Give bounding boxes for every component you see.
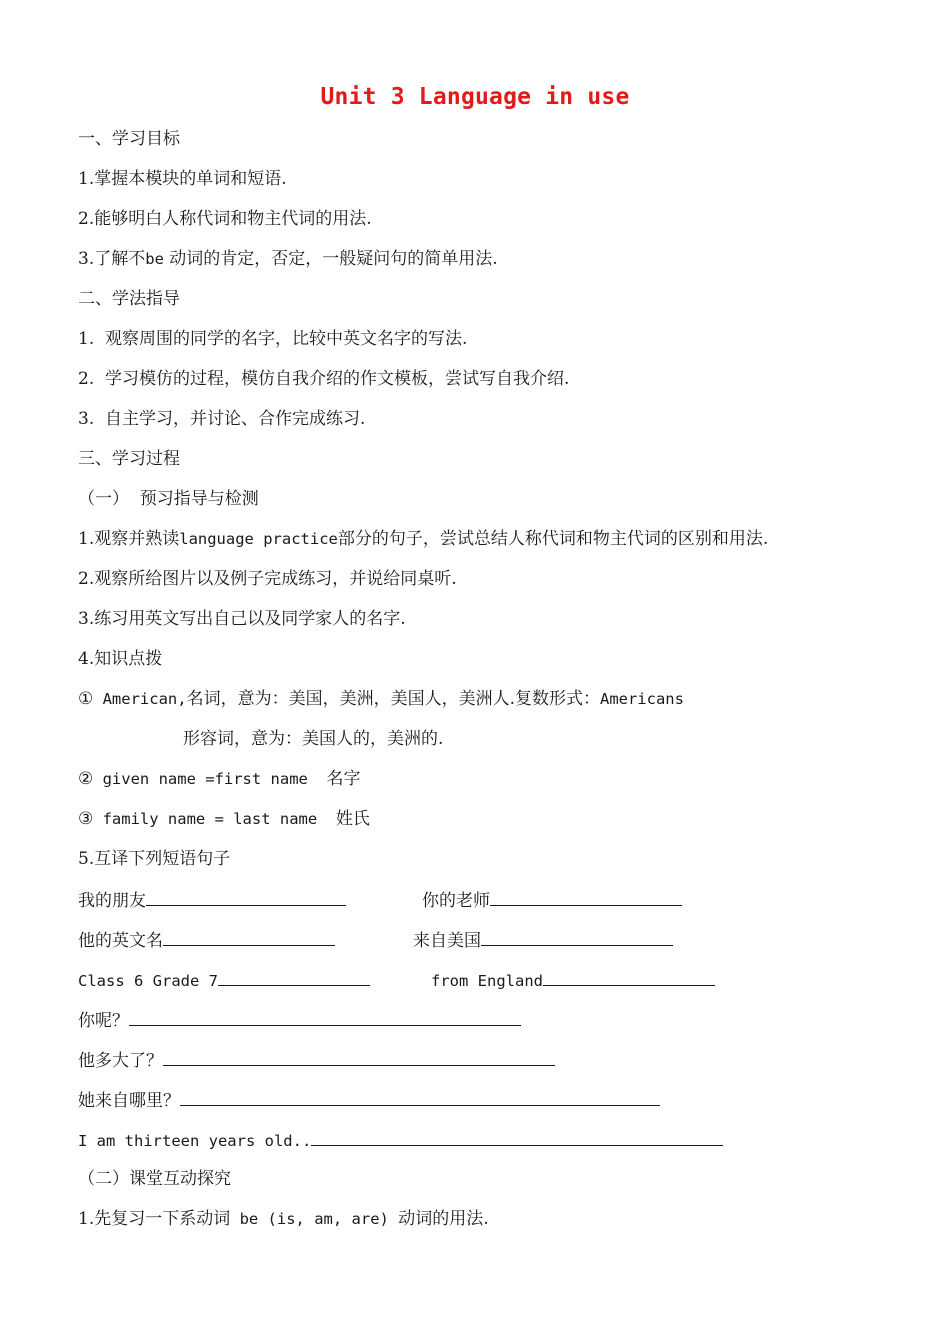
answer-blank[interactable] [146, 887, 346, 906]
knowledge-2-cn: 名字 [326, 769, 361, 789]
answer-blank[interactable] [481, 927, 673, 946]
circled-2: ② [78, 769, 94, 789]
answer-blank[interactable] [163, 1047, 555, 1066]
translate-thirteen [78, 1127, 723, 1153]
sub1-heading: （一） 预习指导与检测 [78, 489, 259, 509]
preview-item-1-a: 1.观察并熟读 [78, 529, 180, 549]
translate-from-america [413, 927, 673, 953]
goal-3-be: be [145, 250, 164, 268]
knowledge-3-en: family name = last name [93, 810, 336, 828]
method-2: 2. 学习模仿的过程，模仿自我介绍的作文模板，尝试写自我介绍. [78, 369, 570, 389]
page-title: Unit 3 Language in use [320, 84, 630, 110]
translate-his-english-name [78, 927, 335, 953]
translate-from-england [431, 967, 715, 993]
translate-label: 来自美国 [413, 931, 481, 951]
explore-item-1-b: 动词的用法. [398, 1209, 489, 1229]
knowledge-point-2 [78, 767, 361, 791]
translate-label: Class 6 Grade 7 [78, 972, 218, 990]
translate-label: 他多大了？ [78, 1051, 163, 1071]
answer-blank[interactable] [163, 927, 335, 946]
explore-item-1-en: be (is, am, are) [230, 1210, 399, 1228]
answer-blank[interactable] [543, 967, 715, 986]
goal-3 [78, 247, 498, 271]
translate-label: 你的老师 [422, 891, 490, 911]
preview-item-1 [78, 527, 768, 551]
process-heading: 三、学习过程 [78, 449, 180, 469]
translate-label: I am thirteen years old.. [78, 1132, 312, 1150]
translate-how-old [78, 1047, 555, 1073]
answer-blank[interactable] [311, 1127, 723, 1146]
translate-label: 他的英文名 [78, 931, 163, 951]
knowledge-1-plural: Americans [599, 690, 684, 708]
translate-and-you [78, 1007, 521, 1033]
translate-heading: 5.互译下列短语句子 [78, 849, 231, 869]
answer-blank[interactable] [129, 1007, 521, 1026]
knowledge-1-adj: 形容词，意为：美国人的，美洲的. [183, 729, 444, 749]
translate-label: 我的朋友 [78, 891, 146, 911]
answer-blank[interactable] [218, 967, 370, 986]
translate-class-grade [78, 967, 370, 993]
preview-item-4: 4.知识点拨 [78, 649, 163, 669]
answer-blank[interactable] [180, 1087, 660, 1106]
knowledge-1-en: American, [93, 690, 187, 708]
translate-label: 你呢？ [78, 1011, 129, 1031]
translate-my-friend [78, 887, 346, 913]
knowledge-3-cn: 姓氏 [335, 809, 370, 829]
goal-2: 2.能够明白人称代词和物主代词的用法. [78, 209, 372, 229]
preview-item-1-en: language practice [179, 530, 338, 548]
knowledge-point-3 [78, 807, 370, 831]
knowledge-point-1 [78, 687, 684, 711]
translate-label: 她来自哪里？ [78, 1091, 180, 1111]
method-1: 1. 观察周围的同学的名字，比较中英文名字的写法. [78, 329, 468, 349]
goal-1: 1.掌握本模块的单词和短语. [78, 169, 287, 189]
method-3: 3. 自主学习，并讨论、合作完成练习. [78, 409, 366, 429]
translate-label: from England [431, 972, 543, 990]
explore-item-1 [78, 1207, 489, 1231]
knowledge-2-en: given name =first name [93, 770, 327, 788]
preview-item-1-b: 部分的句子，尝试总结人称代词和物主代词的区别和用法. [337, 529, 769, 549]
goals-heading: 一、学习目标 [78, 129, 180, 149]
goal-3-text-b: 动词的肯定，否定，一般疑问句的简单用法. [163, 249, 498, 269]
goal-3-text-a: 3.了解不 [78, 249, 146, 269]
circled-1: ① [78, 689, 94, 709]
method-heading: 二、学法指导 [78, 289, 180, 309]
translate-your-teacher [422, 887, 682, 913]
knowledge-1-desc: 名词，意为：美国，美洲，美国人，美洲人.复数形式： [186, 689, 600, 709]
preview-item-2: 2.观察所给图片以及例子完成练习，并说给同桌听. [78, 569, 457, 589]
circled-3: ③ [78, 809, 94, 829]
preview-item-3: 3.练习用英文写出自己以及同学家人的名字. [78, 609, 406, 629]
sub2-heading: （二）课堂互动探究 [78, 1169, 231, 1189]
answer-blank[interactable] [490, 887, 682, 906]
explore-item-1-a: 1.先复习一下系动词 [78, 1209, 231, 1229]
translate-where-from [78, 1087, 660, 1113]
